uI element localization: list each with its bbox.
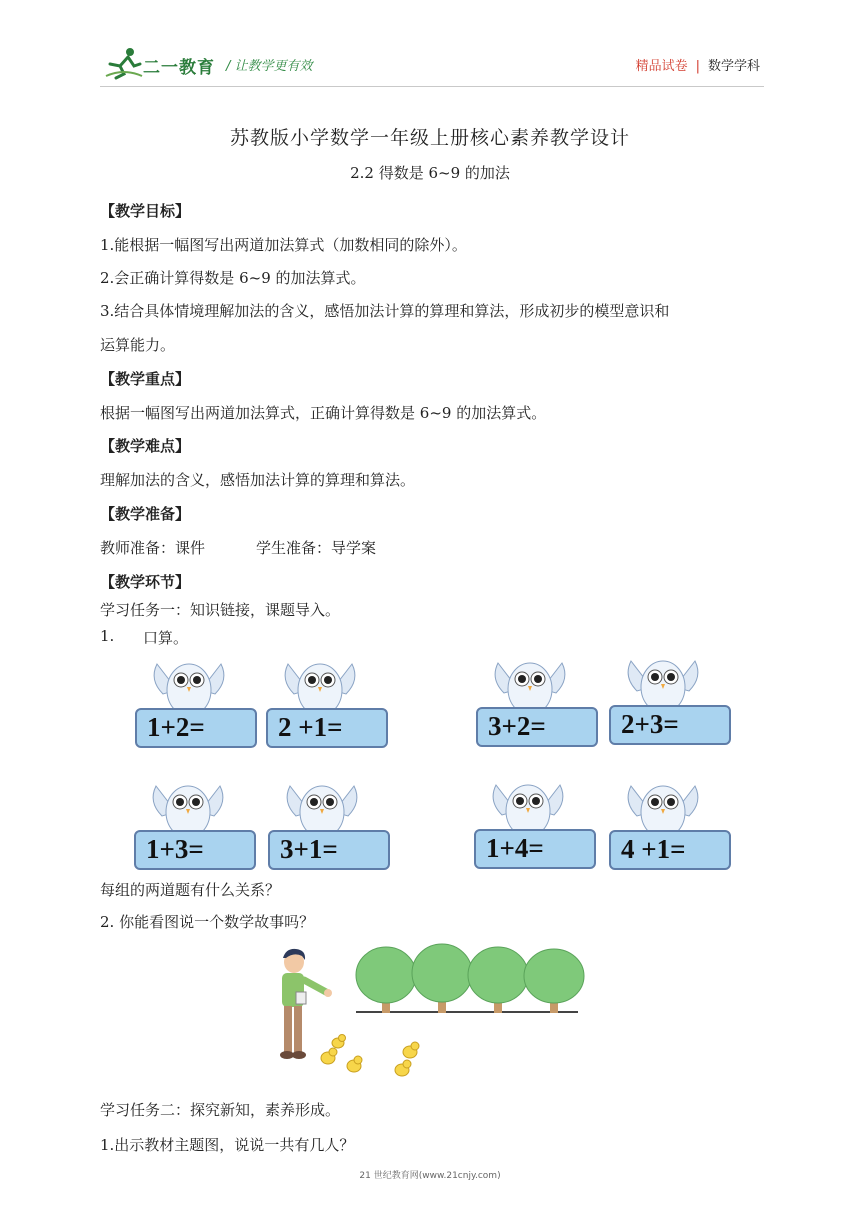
oral-calc-expression: 4 +1=: [621, 834, 686, 864]
task2-text: 学习任务二：探究新知，素养形成。: [100, 1101, 341, 1119]
oral-calc-expression: 2 +1=: [278, 712, 343, 742]
oral-calc-card: [476, 707, 598, 747]
oral-calc-expression: 3+2=: [488, 711, 546, 741]
logo-text: 二一教育: [143, 58, 215, 78]
oral-number: 1.: [100, 627, 115, 645]
oral-calc-expression: 3+1=: [280, 834, 338, 864]
goal-1: 1.能根据一幅图写出两道加法算式（加数相同的除外）。: [100, 236, 467, 254]
goal-2: 2.会正确计算得数是 6~9 的加法算式。: [100, 269, 366, 287]
document-title: 苏教版小学数学一年级上册核心素养教学设计: [229, 127, 630, 149]
goal-3b: 运算能力。: [100, 336, 176, 354]
difficulty-text: 理解加法的含义，感悟加法计算的算理和算法。: [100, 471, 416, 489]
task1-text: 学习任务一：知识链接，课题导入。: [100, 601, 341, 619]
page-footer: 21 世纪教育网(www.21cnjy.com): [359, 1171, 501, 1181]
oral-calc-expression: 1+4=: [486, 833, 544, 863]
oral-calc-card: [268, 830, 390, 870]
prep-student: 学生准备：导学案: [256, 539, 377, 557]
difficulty-heading: 【教学难点】: [100, 437, 191, 455]
oral-calc-card: [266, 708, 388, 748]
running-man-logo-icon: [104, 46, 144, 80]
steps-heading: 【教学环节】: [100, 573, 191, 591]
oral-calc-card: [609, 830, 731, 870]
oral-calc-expression: 1+3=: [146, 834, 204, 864]
oral-calc-card: [609, 705, 731, 745]
oral-label: 口算。: [143, 629, 189, 647]
boy-feeding-chicks-icon: [280, 949, 332, 1059]
tag-subject: 数学学科: [707, 59, 760, 74]
key-text: 根据一幅图写出两道加法算式，正确计算得数是 6~9 的加法算式。: [100, 404, 547, 422]
tree-icons: [356, 944, 584, 1013]
logo-slogan: / 让教学更有效: [226, 59, 313, 74]
oral-calc-card: [134, 830, 256, 870]
oral-calc-card: [474, 829, 596, 869]
key-heading: 【教学重点】: [100, 370, 191, 388]
prep-heading: 【教学准备】: [100, 505, 191, 523]
question-relation: 每组的两道题有什么关系？: [100, 881, 281, 899]
document-subtitle: 2.2 得数是 6~9 的加法: [350, 164, 510, 182]
task2-item1: 1.出示教材主题图，说说一共有几人？: [100, 1136, 355, 1154]
chick-icons: [321, 1035, 419, 1077]
header-tags: [636, 55, 760, 74]
tag-premium: 精品试卷: [635, 59, 688, 74]
prep-teacher: 教师准备：课件: [100, 539, 206, 557]
header-divider: [100, 86, 764, 87]
oral-calc-expression: 2+3=: [621, 709, 679, 739]
question-story: 2. 你能看图说一个数学故事吗？: [100, 913, 315, 931]
tag-separator: |: [695, 59, 700, 74]
oral-calc-expression: 1+2=: [147, 712, 205, 742]
goals-heading: 【教学目标】: [100, 202, 191, 220]
story-illustration: [270, 940, 590, 1080]
oral-calc-card: [135, 708, 257, 748]
goal-3a: 3.结合具体情境理解加法的含义，感悟加法计算的算理和算法，形成初步的模型意识和: [100, 302, 670, 320]
